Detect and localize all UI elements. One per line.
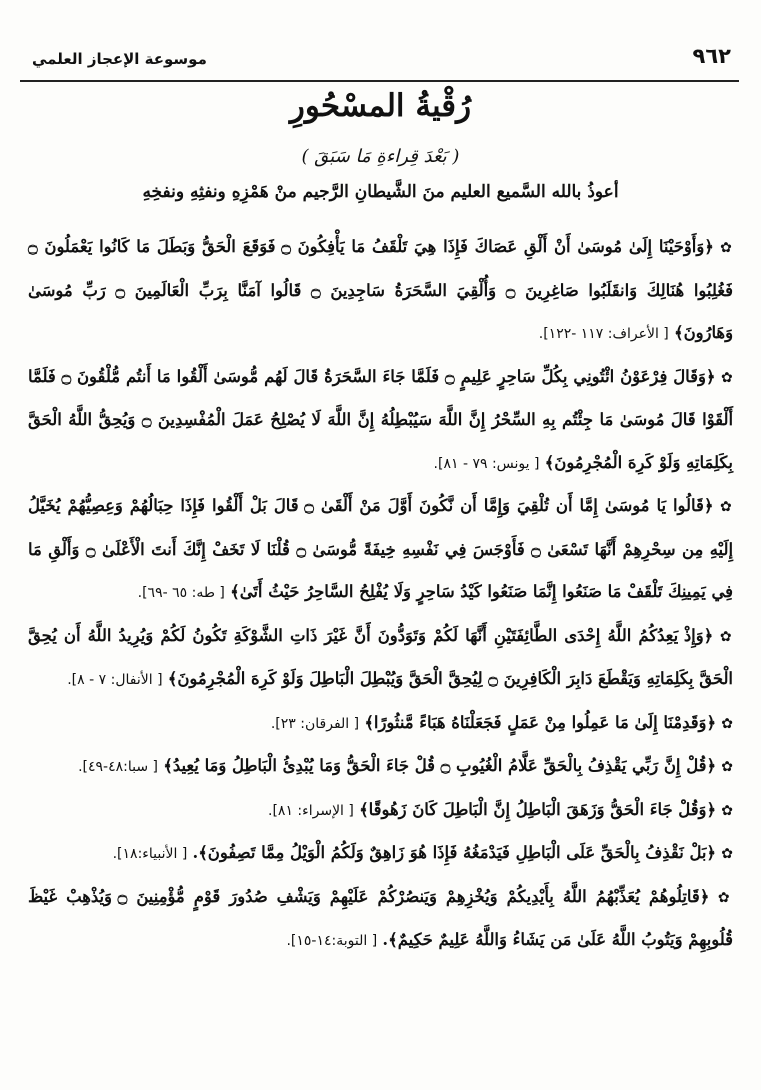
verse-paragraph (28, 789, 733, 833)
flower-icon: ✿ (717, 889, 733, 906)
page-title: رُقْيةُ المسْحُورِ (289, 88, 472, 124)
verse-paragraph (28, 226, 733, 356)
verse-reference: [ الأنفال: ٧ - ٨]. (67, 672, 163, 688)
body-text (28, 226, 733, 963)
flower-icon: ✿ (721, 759, 733, 775)
flower-icon: ✿ (720, 240, 734, 256)
flower-icon: ✿ (721, 715, 733, 732)
verse-reference: [ الإسراء: ٨١]. (268, 802, 354, 819)
verse-paragraph (28, 702, 733, 746)
flower-icon: ✿ (721, 846, 733, 862)
verse-text: ﴿وَقَالَ فِرْعَوْنُ ائْتُونِي بِكُلِّ سَاحِرٍ عَلِيمٍ ۝ فَلَمَّا جَاءَ السَّحَرَةُ قَالَ لَهُم مُّوسَىٰ أَلْقُوا مَا أَنتُم مُّلْقُونَ ۝ فَلَمَّا أَلْقَوْا قَالَ مُوسَىٰ مَا جِئْتُم بِهِ السِّحْرُ إِنَّ اللَّهَ سَيُبْطِلُهُ إِنَّ اللَّهَ لَا يُصْلِحُ عَمَلَ الْمُفْسِدِينَ ۝ وَيُحِقُّ اللَّهُ الْحَقَّ بِكَلِمَاتِهِ وَلَوْ كَرِهَ الْمُجْرِمُونَ﴾ (28, 366, 733, 472)
verse-text: ﴿وَقَدِمْنَا إِلَىٰ مَا عَمِلُوا مِنْ عَمَلٍ فَجَعَلْنَاهُ هَبَاءً مَّنثُورًا﴾ (364, 712, 717, 732)
verse-paragraph (28, 876, 733, 963)
flower-icon: ✿ (719, 499, 733, 515)
verse-reference: [ يونس: ٧٩ - ٨١]. (433, 455, 540, 472)
verse-text: ﴿قَالُوا يَا مُوسَىٰ إِمَّا أَن تُلْقِيَ وَإِمَّا أَن نَّكُونَ أَوَّلَ مَنْ أَلْقَىٰ ۝ قَالَ بَلْ أَلْقُوا فَإِذَا حِبَالُهُمْ وَعِصِيُّهُمْ يُخَيَّلُ إِلَيْهِ مِن سِحْرِهِمْ أَنَّهَا تَسْعَىٰ ۝ فَأَوْجَسَ فِي نَفْسِهِ خِيفَةً مُّوسَىٰ ۝ قُلْنَا لَا تَخَفْ إِنَّكَ أَنتَ الْأَعْلَىٰ ۝ وَأَلْقِ مَا فِي يَمِينِكَ تَلْقَفْ مَا صَنَعُوا إِنَّمَا صَنَعُوا كَيْدُ سَاحِرٍ وَلَا يُفْلِحُ السَّاحِرُ حَيْثُ أَتَىٰ﴾ (28, 496, 733, 601)
verse-paragraph (28, 832, 733, 876)
verse-reference: [ الأنبياء:١٨]. (112, 846, 188, 862)
verse-reference: [ طه: ٦٥ -٦٩]. (137, 585, 225, 601)
verse-text: ﴿قَاتِلُوهُمْ يُعَذِّبْهُمُ اللَّهُ بِأَيْدِيكُمْ وَيُخْزِهِمْ وَيَنصُرْكُمْ عَلَيْهِمْ وَيَشْفِ صُدُورَ قَوْمٍ مُّؤْمِنِينَ ۝ وَيُذْهِبْ غَيْظَ قُلُوبِهِمْ وَيَتُوبُ اللَّهُ عَلَىٰ مَن يَشَاءُ وَاللَّهُ عَلِيمٌ حَكِيمٌ﴾. (28, 886, 733, 949)
page-number: ٩٦٢ (692, 44, 731, 68)
verse-reference: [ التوبة:١٤-١٥]. (286, 933, 378, 949)
running-title: موسوعة الإعجاز العلمي (32, 50, 207, 68)
verse-text: ﴿وَإِذْ يَعِدُكُمُ اللَّهُ إِحْدَى الطَّائِفَتَيْنِ أَنَّهَا لَكُمْ وَتَوَدُّونَ أَنَّ غَيْرَ ذَاتِ الشَّوْكَةِ تَكُونُ لَكُمْ وَيُرِيدُ اللَّهُ أَن يُحِقَّ الْحَقَّ بِكَلِمَاتِهِ وَيَقْطَعَ دَابِرَ الْكَافِرِينَ ۝ لِيُحِقَّ الْحَقَّ وَيُبْطِلَ الْبَاطِلَ وَلَوْ كَرِهَ الْمُجْرِمُونَ﴾ (28, 625, 733, 688)
page-header (20, 38, 739, 82)
flower-icon: ✿ (719, 628, 734, 645)
verse-text: ﴿بَلْ نَقْذِفُ بِالْحَقِّ عَلَى الْبَاطِلِ فَيَدْمَغُهُ فَإِذَا هُوَ زَاهِقٌ وَلَكُمُ الْوَيْلُ مِمَّا تَصِفُونَ﴾. (192, 843, 717, 862)
verse-reference: [ الفرقان: ٢٣]. (270, 715, 360, 732)
verse-paragraph (28, 745, 733, 789)
verse-text: ﴿قُلْ إِنَّ رَبِّي يَقْذِفُ بِالْحَقِّ عَلَّامُ الْغُيُوبِ ۝ قُلْ جَاءَ الْحَقُّ وَمَا يُبْدِئُ الْبَاطِلُ وَمَا يُعِيدُ﴾ (163, 756, 717, 775)
verse-paragraph (28, 615, 733, 702)
verse-reference: [ سبا:٤٨-٤٩]. (78, 759, 159, 775)
subtitle: ( بَعْدَ قِراءةِ مَا سَبَقَ ) (301, 146, 460, 167)
flower-icon: ✿ (721, 369, 733, 386)
verse-reference: [ الأعراف: ١١٧ -١٢٢]. (538, 326, 669, 342)
verse-text: ﴿وَأَوْحَيْنَا إِلَىٰ مُوسَىٰ أَنْ أَلْقِ عَصَاكَ فَإِذَا هِيَ تَلْقَفُ مَا يَأْفِكُونَ ۝ فَوَقَعَ الْحَقُّ وَبَطَلَ مَا كَانُوا يَعْمَلُونَ ۝ فَغُلِبُوا هُنَالِكَ وَانقَلَبُوا صَاغِرِينَ ۝ وَأُلْقِيَ السَّحَرَةُ سَاجِدِينَ ۝ قَالُوا آمَنَّا بِرَبِّ الْعَالَمِينَ ۝ رَبِّ مُوسَىٰ وَهَارُونَ﴾ (28, 237, 734, 342)
verse-paragraph (28, 356, 733, 486)
flower-icon: ✿ (721, 802, 733, 819)
verse-paragraph (28, 485, 733, 615)
istiadha-line: أعوذُ بالله السَّميع العليم منَ الشَّيطانِ الرَّجيم منْ هَمْزِهِ ونفثِهِ ونفخِهِ (142, 182, 619, 202)
verse-text: ﴿وَقُلْ جَاءَ الْحَقُّ وَزَهَقَ الْبَاطِلُ إِنَّ الْبَاطِلَ كَانَ زَهُوقًا﴾ (359, 799, 717, 819)
